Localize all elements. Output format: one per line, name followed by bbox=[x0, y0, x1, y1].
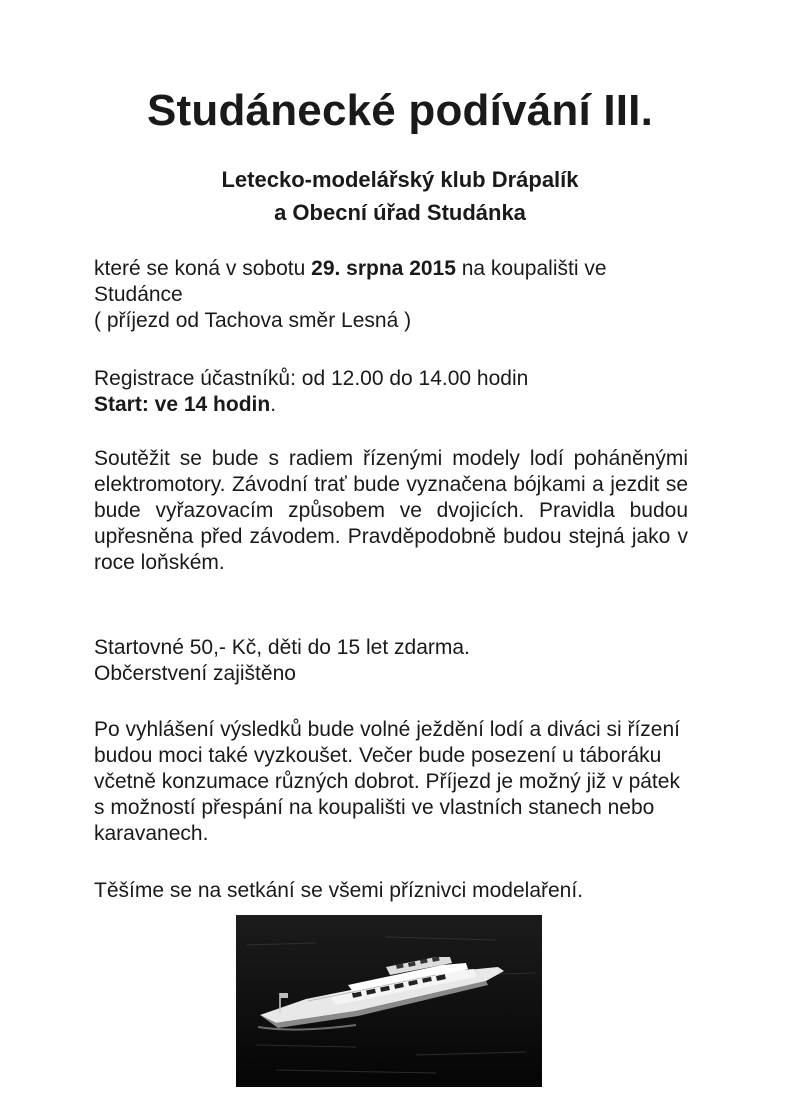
evening-paragraph: Po vyhlášení výsledků bude volné ježdění lodí a diváci si řízení budou moci také vyzkoušet. Večer bude posezení u táboráku včetně konzumace různých dobrot. Příjezd je možný již v pátek s možností přespání na koupališti ve vlastních stanech nebo karavanech. bbox=[94, 718, 681, 845]
organizer-municipality: a Obecní úřad Studánka bbox=[274, 200, 526, 225]
registration-paragraph bbox=[94, 366, 688, 418]
refreshments: Občerstvení zajištěno bbox=[94, 662, 296, 685]
event-date: 29. srpna 2015 bbox=[311, 257, 456, 280]
organizer-club: Letecko-modelářský klub Drápalík bbox=[221, 167, 579, 192]
registration-time: Registrace účastníků: od 12.00 do 14.00 hodin bbox=[94, 367, 529, 390]
start-time-tail: . bbox=[270, 393, 277, 416]
boat-photo-icon bbox=[236, 915, 542, 1087]
event-suffix: na koupališti ve bbox=[455, 257, 607, 280]
event-place: Studánce bbox=[94, 283, 183, 306]
event-paragraph bbox=[94, 256, 688, 334]
event-directions: ( příjezd od Tachova směr Lesná ) bbox=[94, 309, 412, 332]
event-prefix: které se koná v sobotu bbox=[94, 257, 312, 280]
closing-line: Těšíme se na setkání se všemi příznivci modelaření. bbox=[94, 879, 584, 902]
start-time: Start: ve 14 hodin bbox=[94, 393, 271, 416]
organizers bbox=[0, 163, 800, 229]
fee-paragraph bbox=[94, 635, 688, 687]
entry-fee: Startovné 50,- Kč, děti do 15 let zdarma. bbox=[94, 636, 470, 659]
race-paragraph: Soutěžit se bude s radiem řízenými modely lodí poháněnými elektromotory. Závodní trať bude vyznačena bójkami a jezdit se bude vyřazovacím způsobem ve dvojicích. Pravidla budou upřesněna před závodem. Pravděpodobně budou stejná jako v roce loňském. bbox=[94, 447, 688, 574]
boat-photo bbox=[236, 915, 542, 1087]
page-title: Studánecké podívání III. bbox=[146, 86, 654, 135]
